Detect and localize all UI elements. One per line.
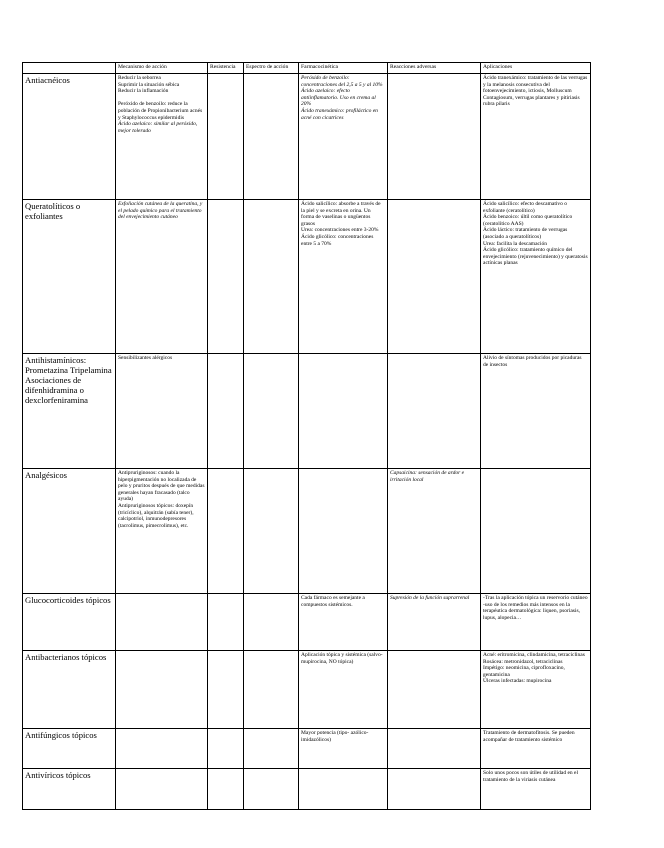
- spectrum-cell: [244, 74, 299, 200]
- resistance-cell: [208, 594, 244, 651]
- cell-line: Peróxido de benzoilo: reduce la población de Propionibacterium acnés y Staphylococcus epidermidis: [118, 101, 203, 121]
- mechanism-cell: [116, 769, 208, 810]
- cell-line: Ácido tranexámico: profiláctico en acné con cicatrices: [301, 107, 378, 121]
- drug-table: [22, 62, 591, 810]
- table-row: [23, 469, 591, 594]
- spectrum-cell: [244, 469, 299, 594]
- drug-group-cell: Antibacterianos tópicos: [23, 651, 116, 729]
- cell-line: Úlceras infectadas: mupirocina: [483, 678, 552, 685]
- cell-line: Ácido glicólico: tratamiento químico del envejecimiento (rejuvenecimiento) y queratosis actínicas planas: [483, 247, 588, 267]
- resistance-cell: [208, 769, 244, 810]
- resistance-cell: [208, 651, 244, 729]
- cell-line: Reducir la inflamación: [118, 88, 169, 95]
- pharmacokinetics-cell: [299, 74, 388, 200]
- cell-line: Rosácea: metronidazol, tetraciclinas: [483, 658, 563, 665]
- pharmacokinetics-cell: [299, 200, 388, 354]
- drug-group-cell: Glucocorticoides tópicos: [23, 594, 116, 651]
- applications-cell: [481, 729, 591, 769]
- cell-line: Solo unos pocos son útiles de utilidad en el tratamiento de la viriasis cutánea: [483, 770, 579, 783]
- cell-line: Antipruriginosos tópicos: doxepín (tricíclico), alquitrán (sabía tener), calcipotriol, inmunodepresores (tacrolimus, pimecrolimus), etc.: [118, 502, 194, 529]
- pharmacokinetics-cell: [299, 729, 388, 769]
- mechanism-cell: [116, 651, 208, 729]
- applications-cell: [481, 74, 591, 200]
- resistance-cell: [208, 200, 244, 354]
- cell-line: Peróxido de benzoilo: concentraciones del 2,5 a 5 y al 10%: [301, 75, 383, 88]
- adverse-reactions-cell: [388, 594, 481, 651]
- header-adverse-reactions: Reacciones adversas: [388, 63, 481, 74]
- resistance-cell: [208, 469, 244, 594]
- resistance-cell: [208, 729, 244, 769]
- drug-group-cell: Analgésicos: [23, 469, 116, 594]
- cell-line: Urea: facilita la descamación: [483, 240, 547, 247]
- drug-group-cell: Antivíricos tópicos: [23, 769, 116, 810]
- applications-cell: [481, 651, 591, 729]
- applications-cell: [481, 354, 591, 469]
- drug-group-cell: Antiacnéicos: [23, 74, 116, 200]
- cell-line: Antipruriginosos: cuando la hiperpigmentación no localizada de pelo y pruritos después de que medidas generales hayan fracasado (talco ayuda): [118, 470, 205, 503]
- header-resistance: Resistencia: [208, 63, 244, 74]
- adverse-reactions-cell: [388, 200, 481, 354]
- resistance-cell: [208, 354, 244, 469]
- cell-line: Impétigo: neomicina, ciprofloxacino, gentamicina: [483, 665, 565, 678]
- cell-line: Acné: eritromicina, clindamicina, tetraciclinas: [483, 652, 585, 658]
- header-row: [23, 63, 591, 74]
- pharmacokinetics-cell: [299, 469, 388, 594]
- drug-group-cell: Antifúngicos tópicos: [23, 729, 116, 769]
- table-row: [23, 594, 591, 651]
- cell-line: Ácido salicílico: efecto descamativo o exfoliante (ceratolítico): [483, 201, 567, 214]
- drug-group-cell: Queratolíticos o exfoliantes: [23, 200, 116, 354]
- cell-line: [118, 95, 205, 102]
- cell-line: Alivio de síntomas producidos por picaduras de insectos: [483, 355, 582, 368]
- adverse-reactions-cell: [388, 729, 481, 769]
- header-pharmacokinetics: Farmacocinética: [299, 63, 388, 74]
- mechanism-cell: [116, 594, 208, 651]
- adverse-reactions-cell: [388, 469, 481, 594]
- table-row: [23, 200, 591, 354]
- cell-line: Cada fármaco es semejante a compuestos sistémicos.: [301, 595, 365, 608]
- cell-line: Ácido salicílico: absorbe a través de la piel y se excreta en orina. Un forma de vaselinas o ungüentos grasos: [301, 201, 381, 227]
- adverse-reactions-cell: [388, 651, 481, 729]
- table-row: [23, 74, 591, 200]
- adverse-reactions-cell: [388, 354, 481, 469]
- cell-line: Ácido glicólico: concentraciones entre 5 a 70%: [301, 233, 374, 247]
- cell-line: Supresión de la función suprarrenal: [390, 595, 470, 601]
- table-body: [23, 74, 591, 810]
- table-row: [23, 651, 591, 729]
- mechanism-cell: [116, 469, 208, 594]
- spectrum-cell: [244, 200, 299, 354]
- cell-line: Tratamiento de dermatofitosis. Se pueden acompañar de tratamiento sistémico: [483, 730, 575, 743]
- cell-line: Ácido azelaico: similar al peróxido, mejor tolerado: [118, 121, 198, 134]
- header-blank: [23, 63, 116, 74]
- header-spectrum: Espectro de acción: [244, 63, 299, 74]
- spectrum-cell: [244, 729, 299, 769]
- spectrum-cell: [244, 651, 299, 729]
- mechanism-cell: [116, 200, 208, 354]
- applications-cell: [481, 769, 591, 810]
- spectrum-cell: [244, 769, 299, 810]
- pharmacokinetics-cell: [299, 594, 388, 651]
- cell-line: Reducir la seborrea: [118, 75, 161, 81]
- mechanism-cell: [116, 74, 208, 200]
- cell-line: Sensibilizantes alérgicos: [118, 355, 173, 361]
- applications-cell: [481, 200, 591, 354]
- cell-line: -Tras la aplicación tópica un reservorio cutáneo -uso de los remedios más intensos en la terapéutica dermatológica: liquen, psoriasis, lupus, alopecia…: [483, 595, 588, 621]
- adverse-reactions-cell: [388, 769, 481, 810]
- cell-line: Ácido tranexámico: tratamiento de las verrugas y la melanosis consecutiva del fotoenvejecimiento, ictiosis, Molluscum Contagiosum, verrugas plantares y pitiriasis rubra pilaris: [483, 75, 588, 108]
- cell-line: Aplicación tópica y sistémica (salvo- mupirocina, NO tópica): [301, 652, 383, 665]
- mechanism-cell: [116, 729, 208, 769]
- cell-line: Exfoliación cutánea de la queratina, y el pelado químico para el tratamiento del envejecimiento cutáneo: [118, 201, 203, 221]
- cell-line: Mayor potencia (tipo- azólico-imidazólicos): [301, 730, 369, 743]
- header-mechanism: Mecanismo de acción: [116, 63, 208, 74]
- cell-line: Suprimir la situación sébica: [118, 81, 180, 88]
- applications-cell: [481, 469, 591, 594]
- table-row: [23, 729, 591, 769]
- header-applications: Aplicaciones: [481, 63, 591, 74]
- adverse-reactions-cell: [388, 74, 481, 200]
- cell-line: Urea: concentraciones entre 3-20%: [301, 227, 379, 234]
- cell-line: Ácido benzoico: últil como queratolítico (ceratolítico AAS): [483, 214, 573, 227]
- resistance-cell: [208, 74, 244, 200]
- table-row: [23, 769, 591, 810]
- drug-group-cell: Antihistamínicos: Prometazina Tripelamina Asociaciones de difenhidramina o dexclorfeniramina: [23, 354, 116, 469]
- spectrum-cell: [244, 594, 299, 651]
- cell-line: Capsaicina: sensación de ardor e irritación local: [390, 470, 465, 483]
- pharmacokinetics-cell: [299, 769, 388, 810]
- table-row: [23, 354, 591, 469]
- applications-cell: [481, 594, 591, 651]
- pharmacokinetics-cell: [299, 651, 388, 729]
- spectrum-cell: [244, 354, 299, 469]
- cell-line: Ácido azelaico: efecto antiinflamatorio. Uso en crema al 20%: [301, 88, 376, 108]
- mechanism-cell: [116, 354, 208, 469]
- pharmacokinetics-cell: [299, 354, 388, 469]
- cell-line: Ácido láctico: tratamiento de verrugas (asociado a queratolíticos): [483, 227, 568, 240]
